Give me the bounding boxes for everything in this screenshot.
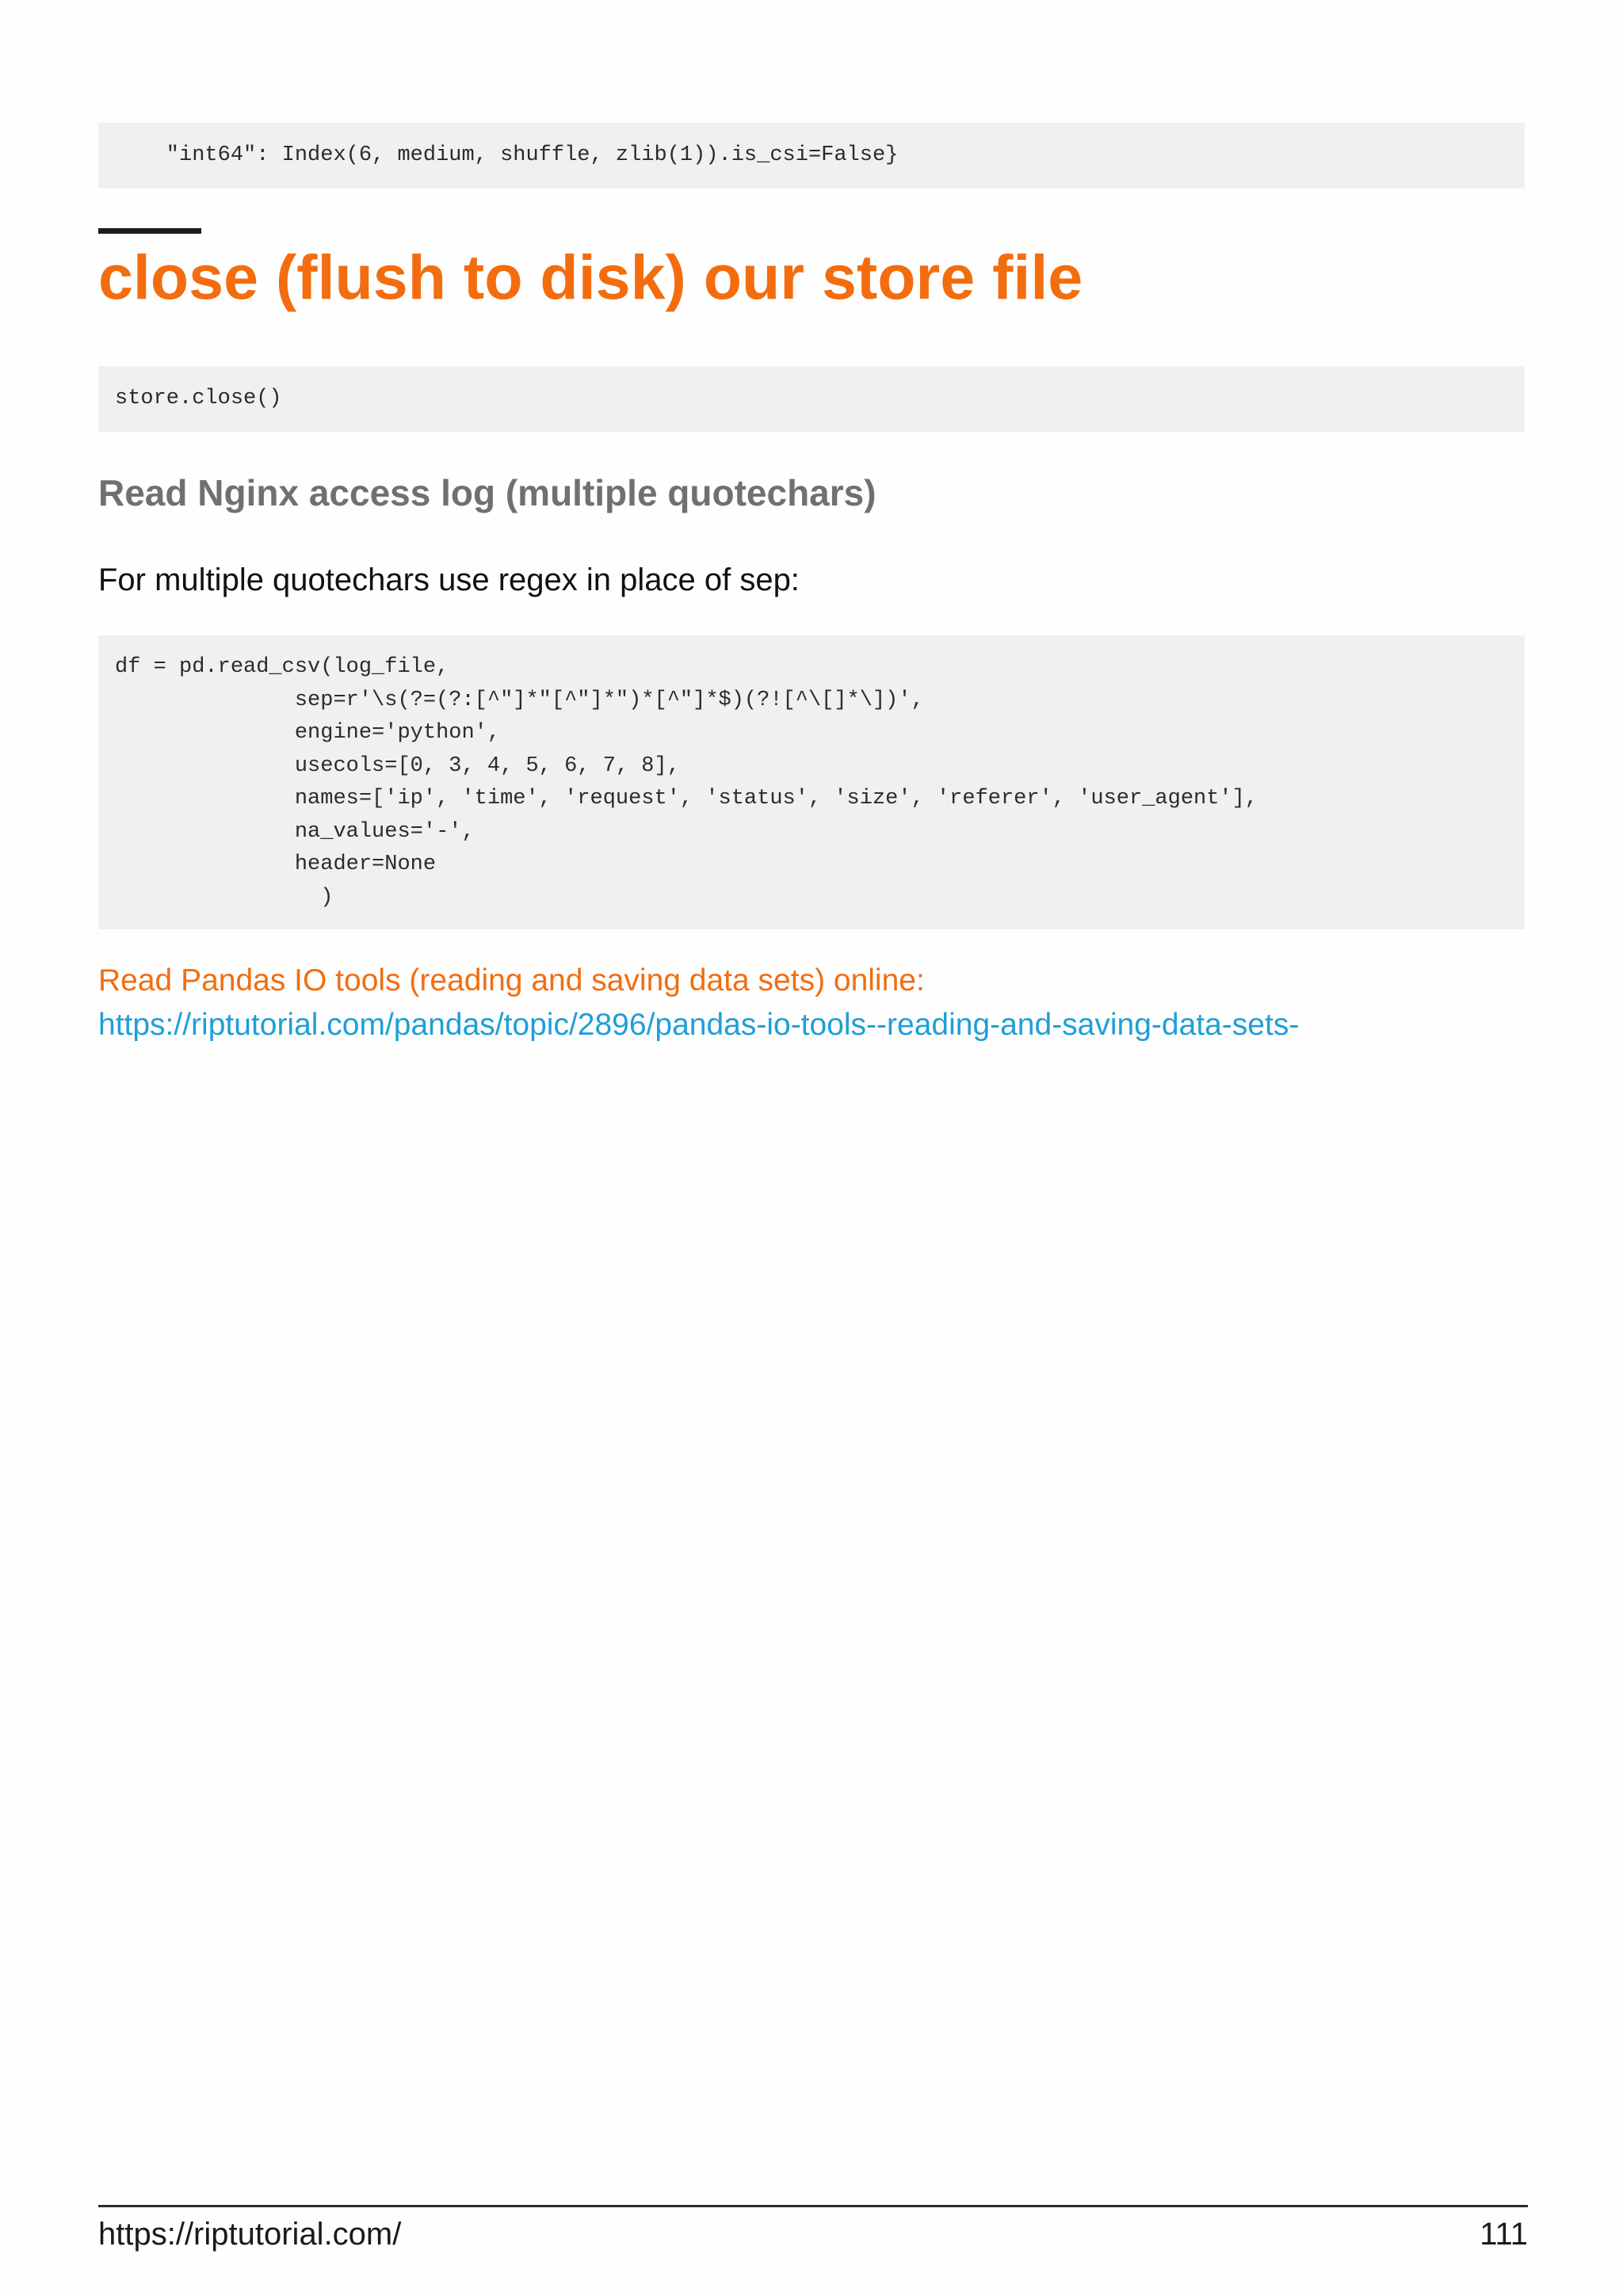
footer-site-url: https://riptutorial.com/ [98, 2217, 402, 2252]
section-title: close (flush to disk) our store file [98, 242, 1083, 312]
code-block-index-output: "int64": Index(6, medium, shuffle, zlib(1)).is_csi=False} [98, 123, 1525, 189]
topic-link[interactable]: https://riptutorial.com/pandas/topic/2896/pandas-io-tools--reading-and-saving-data-sets- [98, 1008, 1300, 1042]
subsection-title: Read Nginx access log (multiple quotechars) [98, 472, 876, 513]
page-number: 111 [1480, 2217, 1528, 2252]
footer-divider [98, 2205, 1528, 2207]
body-paragraph: For multiple quotechars use regex in place of sep: [98, 563, 800, 597]
heading-accent-bar [98, 228, 201, 234]
read-online-label: Read Pandas IO tools (reading and saving data sets) online: [98, 963, 925, 997]
code-block-store-close: store.close() [98, 366, 1525, 432]
code-block-read-csv: df = pd.read_csv(log_file, sep=r'\s(?=(?:[^"]*"[^"]*")*[^"]*$)(?![^\[]*\])', engine='python', usecols=[0, 3, 4, 5, 6, 7, 8], names=['ip', 'time', 'request', 'status', 'size', 'referer', 'user_agent'], na_values='-', header=None ) [98, 635, 1525, 929]
